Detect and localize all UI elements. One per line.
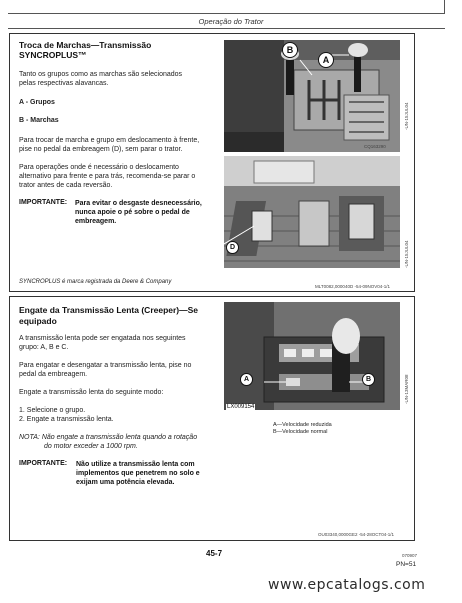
photo1-code: CQ163290 <box>364 144 386 149</box>
creeper-lever-photo <box>224 302 400 410</box>
page-number: 45-7 <box>206 549 223 558</box>
note-2: do motor exceder a 1000 rpm. <box>44 443 138 450</box>
gear-levers-illustration <box>224 40 400 152</box>
section1-intro-2: pelas respectivas alavancas. <box>19 80 109 87</box>
legend-a-grupos: A - Grupos <box>19 99 55 106</box>
section2-para3: Engate a transmissão lenta do seguinte modo: <box>19 389 164 396</box>
callout-d-clutch: D <box>226 241 239 254</box>
header-vertical-rule <box>444 0 445 14</box>
gear-levers-photo <box>224 40 400 152</box>
section1-title-line1: Troca de Marchas—Transmissão <box>19 40 152 50</box>
section2-important-label: IMPORTANTE: <box>19 460 68 467</box>
section1-para1-1: Para trocar de marcha e grupo em deslocamento à frente, <box>19 137 200 144</box>
photo1-side-code: -UN-15JUL04 <box>404 102 409 130</box>
photo3-side-code: -UN-13MAR08 <box>404 374 409 404</box>
watermark-link[interactable]: www.epcatalogs.com <box>268 577 426 593</box>
legend-b-marchas: B - Marchas <box>19 117 59 124</box>
callout-a-reduced: A <box>240 373 253 386</box>
callout-b-marchas: B <box>282 42 298 58</box>
section1-para2-3: trator antes de cada reversão. <box>19 182 113 189</box>
section1-title-line2: SYNCROPLUS™ <box>19 50 87 60</box>
section1-para2-1: Para operações onde é necessário o deslocamento <box>19 164 179 171</box>
footer-date-code: 070907 <box>402 553 418 558</box>
section2-para1-1: A transmissão lenta pode ser engatada nos seguintes <box>19 335 186 342</box>
footer-pn: PN=51 <box>396 561 417 568</box>
section2-title-line2: equipado <box>19 316 57 326</box>
callout-a-grupos: A <box>318 52 334 68</box>
section2-doc-code: OU03340,0000GE2 -54-28OCT04-1/1 <box>318 532 395 537</box>
section2-para2-2: pedal da embreagem. <box>19 371 88 378</box>
section1-para1-2: pise no pedal da embreagem (D), sem parar o trator. <box>19 146 183 153</box>
photo2-side-code: -UN-15JUL04 <box>404 240 409 268</box>
step-2: 2. Engate a transmissão lenta. <box>19 416 114 423</box>
section1-important-label: IMPORTANTE: <box>19 199 68 206</box>
section1-important-1: Para evitar o desgaste desnecessário, <box>75 200 202 207</box>
section1-intro-1: Tanto os grupos como as marchas são selecionados <box>19 71 183 78</box>
section1-important-2: nunca apoie o pé sobre o pedal de <box>75 209 190 216</box>
creeper-lever-illustration <box>224 302 400 410</box>
section1-para2-2: alternativo para frente e para trás, recomenda-se parar o <box>19 173 196 180</box>
clutch-pedal-photo <box>224 156 400 268</box>
header-rule <box>8 13 445 14</box>
section1-doc-code: MLT0082,000040D -54-09NOV04-1/1 <box>315 284 390 289</box>
section2-important-3: exijam uma potência elevada. <box>76 479 175 486</box>
trademark-note: SYNCROPLUS é marca registrada da Deere & Company <box>19 279 172 285</box>
section2-important-1: Não utilize a transmissão lenta com <box>76 461 195 468</box>
section1-important-3: embreagem. <box>75 218 117 225</box>
legend-velocidade-normal: B—Velocidade normal <box>273 429 328 435</box>
callout-b-normal: B <box>362 373 375 386</box>
section2-important-2: implementos que penetrem no solo e <box>76 470 200 477</box>
legend-velocidade-reduzida: A—Velocidade reduzida <box>273 422 332 428</box>
photo3-code: LX009154 <box>227 404 255 410</box>
page-header-title: Operação do Trator <box>198 17 264 26</box>
section2-para1-2: grupo: A, B e C. <box>19 344 69 351</box>
section2-para2-1: Para engatar e desengatar a transmissão lenta, pise no <box>19 362 192 369</box>
step-1: 1. Selecione o grupo. <box>19 407 86 414</box>
note-1: NOTA: Não engate a transmissão lenta quando a rotação <box>19 434 198 441</box>
section2-title-line1: Engate da Transmissão Lenta (Creeper)—Se <box>19 305 199 315</box>
header-underline <box>8 28 445 29</box>
clutch-pedal-illustration <box>224 156 400 268</box>
